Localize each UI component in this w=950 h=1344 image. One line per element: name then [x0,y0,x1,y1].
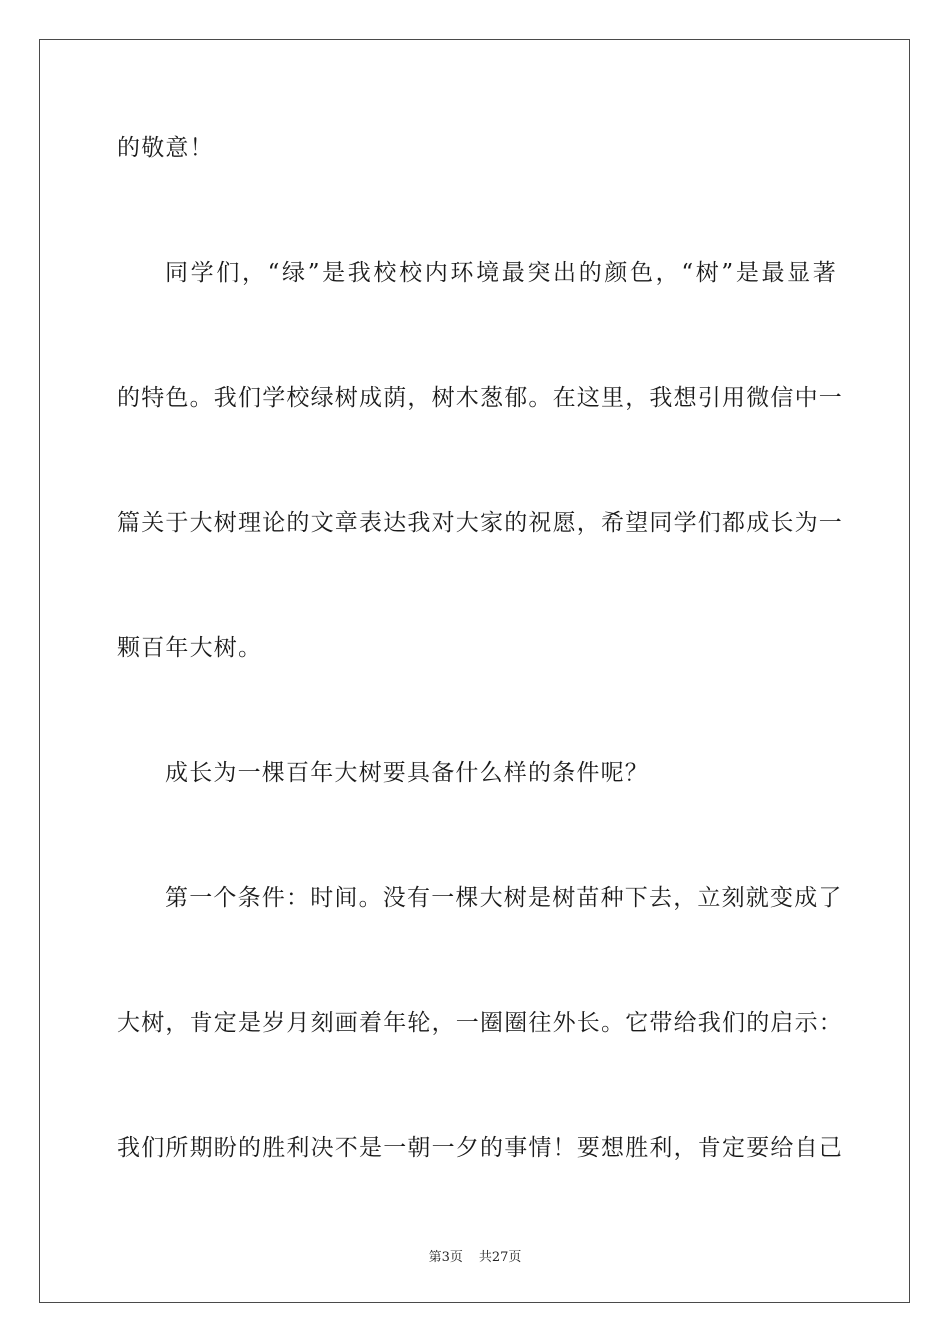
page-total: 共27页 [478,1250,522,1265]
page-border [39,39,910,1303]
text-line-3: 的特色。我们学校绿树成荫，树木葱郁。在这里，我想引用微信中一 [117,385,843,411]
text-line-6: 成长为一棵百年大树要具备什么样的条件呢？ [165,760,649,786]
text-line-5: 颗百年大树。 [117,635,263,661]
text-line-9: 我们所期盼的胜利决不是一朝一夕的事情！要想胜利，肯定要给自己 [117,1135,843,1161]
page-footer [0,1246,950,1265]
text-line-2: 同学们，“绿”是我校校内环境最突出的颜色，“树”是最显著 [165,260,837,286]
text-line-8: 大树，肯定是岁月刻画着年轮，一圈圈往外长。它带给我们的启示： [117,1010,843,1036]
text-line-7: 第一个条件：时间。没有一棵大树是树苗种下去，立刻就变成了 [165,885,843,911]
text-line-1: 的敬意！ [117,135,214,161]
page-number: 第3页 [428,1250,463,1265]
text-line-4: 篇关于大树理论的文章表达我对大家的祝愿，希望同学们都成长为一 [117,510,843,536]
